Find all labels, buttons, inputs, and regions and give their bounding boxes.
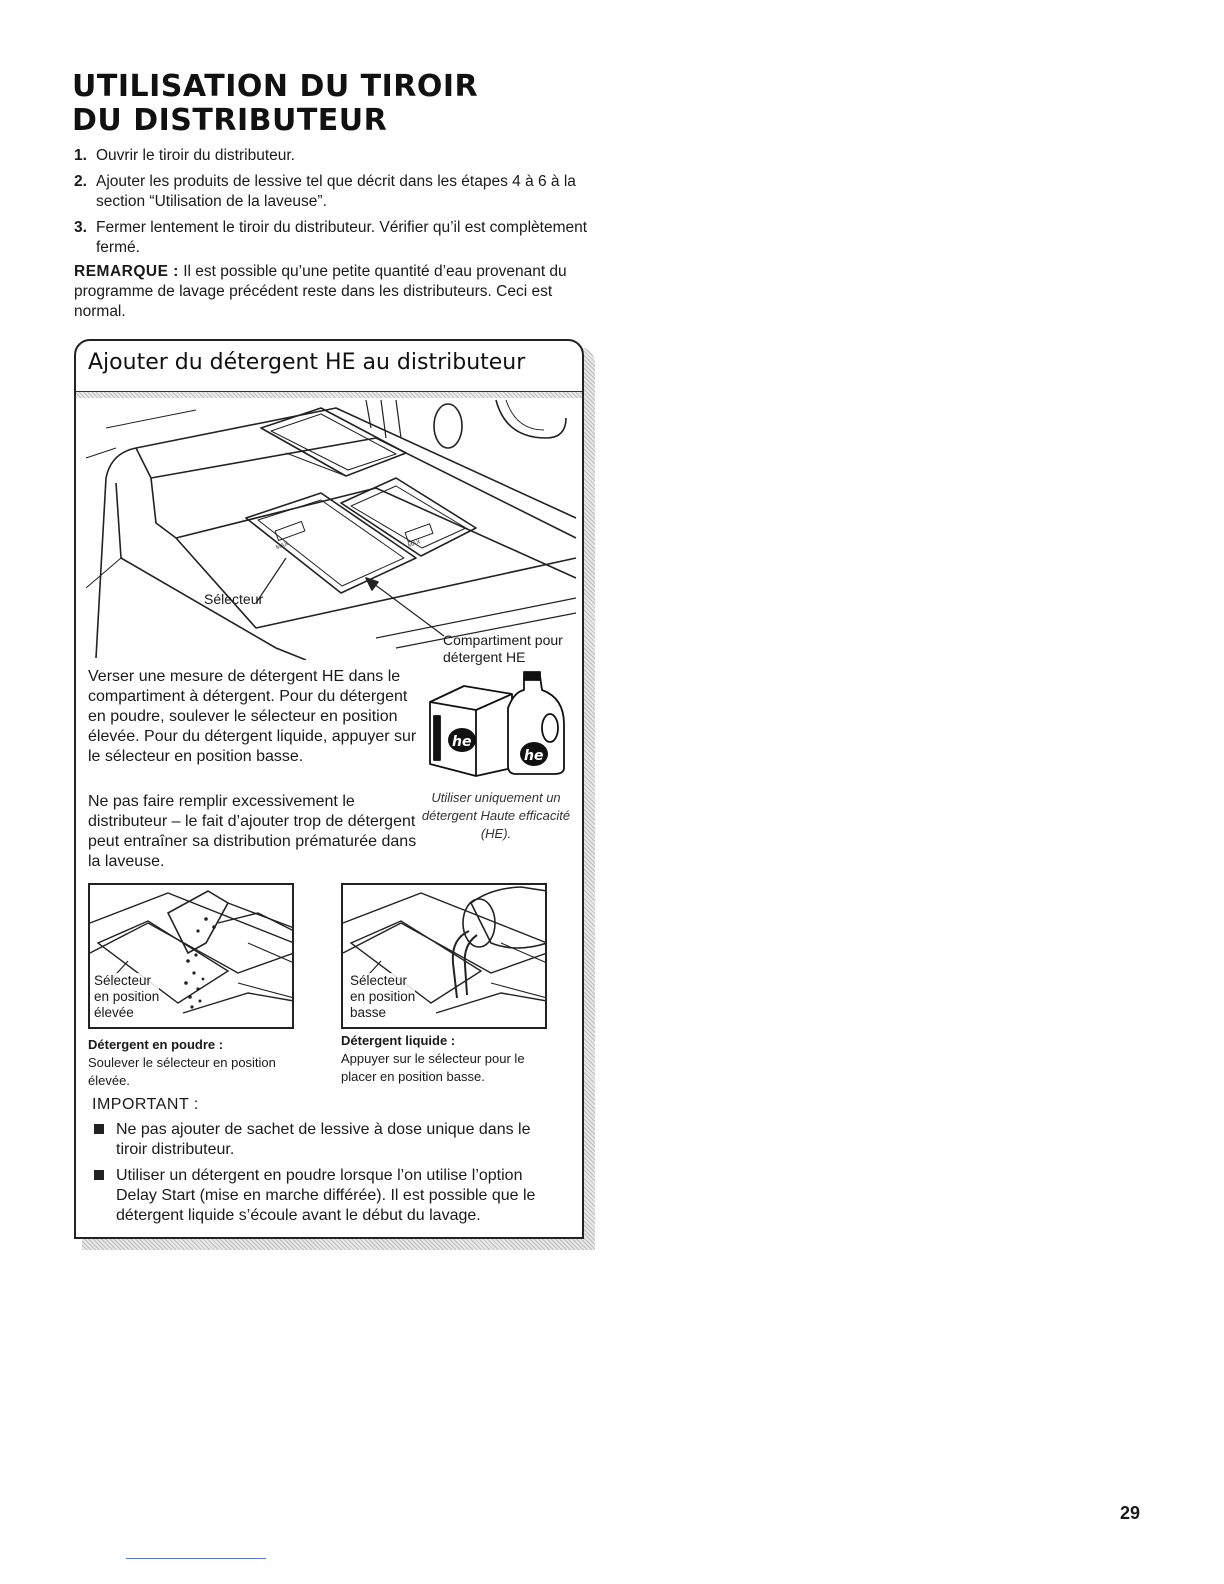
step-text: Ajouter les produits de lessive tel que décrit dans les étapes 4 à 6 à la section “Utilisation de la laveuse”.: [96, 173, 576, 210]
step-text: Fermer lentement le tiroir du distributeur. Vérifier qu’il est complètement fermé.: [96, 219, 588, 256]
liquid-selector-label: [350, 973, 415, 1021]
powder-caption-text: Soulever le sélecteur en position élevée.: [88, 1055, 276, 1088]
liquid-label-line1: Sélecteur: [350, 973, 408, 988]
instruction-paragraph: Verser une mesure de détergent HE dans le compartiment à détergent. Pour du détergent en poudre, soulever le sélecteur en position élevée. Pour du détergent liquide, appuyer sur le sélecteur en position basse.: [88, 668, 417, 765]
powder-selector-label: [94, 973, 159, 1021]
footer-rule: [126, 1558, 266, 1559]
liquid-label-line2: en position: [350, 989, 416, 1004]
liquid-label-line3: basse: [350, 1005, 387, 1020]
bullet-square-icon: [94, 1170, 104, 1180]
note-paragraph: [74, 262, 599, 322]
powder-label-line3: élevée: [94, 1005, 134, 1020]
powder-label-line1: Sélecteur: [94, 973, 152, 988]
bullet-square-icon: [94, 1124, 104, 1134]
step-item: [74, 146, 594, 166]
liquid-caption-text: Appuyer sur le sélecteur pour le placer en position basse.: [341, 1051, 525, 1084]
he-logo-box: he: [452, 734, 472, 750]
powder-label-line2: en position: [94, 989, 160, 1004]
svg-text:MAX: MAX: [407, 539, 422, 550]
overfill-warning-paragraph: Ne pas faire remplir excessivement le distributeur – le fait d’ajouter trop de détergent peut entraîner sa distribution prématurée dans la laveuse.: [88, 793, 417, 870]
liquid-caption-heading: Détergent liquide :: [341, 1033, 456, 1048]
he-caption: Utiliser uniquement un détergent Haute efficacité (HE).: [421, 790, 571, 841]
he-detergent-illustration: [424, 668, 574, 778]
powder-caption-heading: Détergent en poudre :: [88, 1037, 224, 1052]
bullet-item: [94, 1120, 564, 1160]
compartment-label: Compartiment pour détergent HE: [443, 632, 563, 665]
step-item: [74, 172, 594, 212]
step-number: 2.: [74, 173, 87, 190]
section-title-line1: UTILISATION DU TIROIR: [72, 69, 479, 104]
box-title-divider: [76, 391, 582, 398]
section-title: [72, 70, 478, 138]
page-number: 29: [1120, 1503, 1141, 1523]
bullet-item: [94, 1166, 564, 1226]
he-logo-bottle: he: [524, 748, 544, 764]
note-text: Il est possible qu’une petite quantité d’eau provenant du programme de lavage précédent reste dans les distributeurs. Ceci est normal.: [74, 263, 567, 320]
svg-text:MAX: MAX: [275, 541, 290, 552]
dispenser-drawer-illustration: [76, 398, 582, 660]
important-bullet-list: [94, 1120, 564, 1232]
selector-label: Sélecteur: [204, 591, 264, 607]
step-text: Ouvrir le tiroir du distributeur.: [96, 147, 295, 164]
important-label: IMPORTANT :: [92, 1096, 199, 1113]
step-number: 1.: [74, 147, 87, 164]
note-label: REMARQUE :: [74, 263, 179, 280]
bullet-text: Utiliser un détergent en poudre lorsque l’on utilise l’option Delay Start (mise en marche différée). Il est possible que le détergent liquide s’écoule avant le début du lavage.: [116, 1167, 536, 1224]
box-title: Ajouter du détergent HE au distributeur: [88, 350, 526, 375]
section-title-line2: DU DISTRIBUTEUR: [72, 103, 388, 138]
bullet-text: Ne pas ajouter de sachet de lessive à dose unique dans le tiroir distributeur.: [116, 1121, 531, 1158]
step-number: 3.: [74, 219, 87, 236]
steps-list: [74, 146, 594, 264]
step-item: [74, 218, 594, 258]
